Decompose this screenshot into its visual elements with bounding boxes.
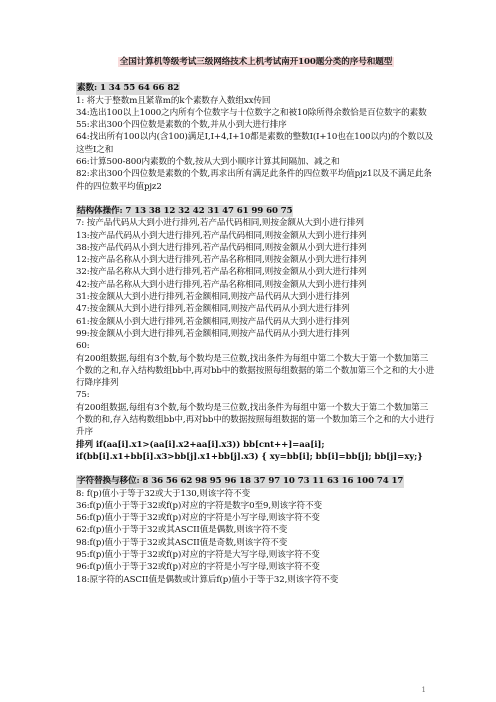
- list-item: 95:f(p)值小于等于32或f(p)对应的字符是大写字母,则该字符不变: [76, 549, 320, 560]
- list-item: 12:按产品名称从小到大进行排列,若产品名称相同,则按金额从小到大进行排列: [76, 255, 367, 266]
- code-line: 排列 if(aa[i].x1>(aa[i].x2+aa[i].x3)) bb[cnt++]=aa[i];: [76, 439, 325, 450]
- section-heading: 结构体操作: 7 13 38 12 32 42 31 47 61 99 60 75: [77, 205, 293, 216]
- list-item: 66:计算500-800内素数的个数,按从大到小顺序计算其间隔加、减之和: [76, 157, 340, 168]
- list-item: 38:按产品代码从小到大进行排列,若产品代码相同,则按金额从小到大进行排列: [76, 242, 367, 253]
- list-item: 36:f(p)值小于等于32或f(p)对应的字符是数字0至9,则该字符不变: [76, 500, 322, 511]
- code-line: if(bb[i].x1+bb[i].x3>bb[j].x1+bb[j].x3) { xy=bb[i]; bb[i]=bb[j]; bb[j]=xy;}: [76, 451, 423, 462]
- list-item: 13:按产品代码从小到大进行排列,若产品代码相同,则按金额从大到小进行排列: [76, 230, 367, 241]
- list-item: 有200组数据,每组有3个数,每个数均是三位数,找出条件为每组中第一个数大于第二个数加第三个数的和,存入结构数组bb中,再对bb中的数据按照每组数据的第一个数加第三个之和的大小进行升序: [76, 402, 435, 438]
- list-item: 61:按金额从小到大进行排列,若金额相同,则按产品代码从大到小进行排列: [76, 316, 350, 327]
- list-item: 98:f(p)值小于等于32或其ASCII值是奇数,则该字符不变: [76, 537, 288, 548]
- list-item: 55:求出300个四位数是素数的个数,并从小到大进行排序: [76, 120, 287, 131]
- list-item: 47:按金额从大到小进行排列,若金额相同,则按产品代码从小到大进行排列: [76, 304, 350, 315]
- list-item: 60:: [76, 341, 90, 352]
- document-title-text: 全国计算机等级考试三级网络技术上机考试南开100题分类的序号和题型: [119, 57, 393, 67]
- list-item: 62:f(p)值小于等于32或其ASCII值是偶数,则该字符不变: [76, 525, 288, 536]
- section-heading: 素数: 1 34 55 64 66 82: [77, 83, 180, 94]
- list-item: 有200组数据,每组有3个数,每个数均是三位数,找出条件为每组中第二个数大于第一个数加第三个数的之和,存入结构数组bb中,再对bb中的数据按照每组数据的第二个数加第三个之和的大小进行降序排列: [76, 353, 435, 389]
- list-item: 96:f(p)值小于等于32或f(p)对应的字符是小写字母,则该字符不变: [76, 562, 320, 573]
- document-content: [76, 56, 436, 598]
- list-item: 7: 按产品代码从大到小进行排列,若产品代码相同,则按金额从大到小进行排列: [76, 218, 364, 229]
- section-struct: [76, 205, 436, 463]
- list-item: 56:f(p)值小于等于32或f(p)对应的字符是小写字母,则该字符不变: [76, 513, 320, 524]
- list-item: 42:按产品名称从大到小进行排列,若产品名称相同,则按金额从大到小进行排列: [76, 279, 367, 290]
- list-item: 82:求出300个四位数是素数的个数,再求出所有满足此条件的四位数平均值pjz1以及不满足此条件的四位数平均值pjz2: [76, 169, 432, 192]
- list-item: 1: 将大于整数m且紧靠m的k个素数存入数组xx传回: [76, 95, 271, 106]
- list-item: 18:原字符的ASCII值是偶数或计算后f(p)值小于等于32,则该字符不变: [76, 574, 339, 585]
- list-item: 8: f(p)值小于等于32或大于130,则该字符不变: [76, 488, 251, 499]
- section-heading: 字符替换与移位: 8 36 56 62 98 95 96 18 37 97 10 73 11 63 16 100 74 17: [77, 476, 404, 487]
- section-primes: [76, 82, 436, 193]
- page-number: 1: [421, 686, 426, 694]
- list-item: 99:按金额从小到大进行排列,若金额相同,则按产品代码从小到大进行排列: [76, 328, 350, 339]
- section-char-replace: [76, 475, 436, 586]
- list-item: 31:按金额从大到小进行排列,若金额相同,则按产品代码从大到小进行排列: [76, 292, 350, 303]
- list-item: 32:按产品名称从大到小进行排列,若产品名称相同,则按金额从小到大进行排列: [76, 267, 367, 278]
- list-item: 34:选出100以上1000之内所有个位数字与十位数字之和被10除所得余数恰是百位数字的素数: [76, 107, 427, 118]
- document-title: [76, 56, 436, 68]
- list-item: 75:: [76, 390, 90, 401]
- list-item: 64:找出所有100以内(含100)满足I,I+4,I+10都是素数的整数I(I+10也在100以内)的个数以及这些I之和: [76, 132, 434, 155]
